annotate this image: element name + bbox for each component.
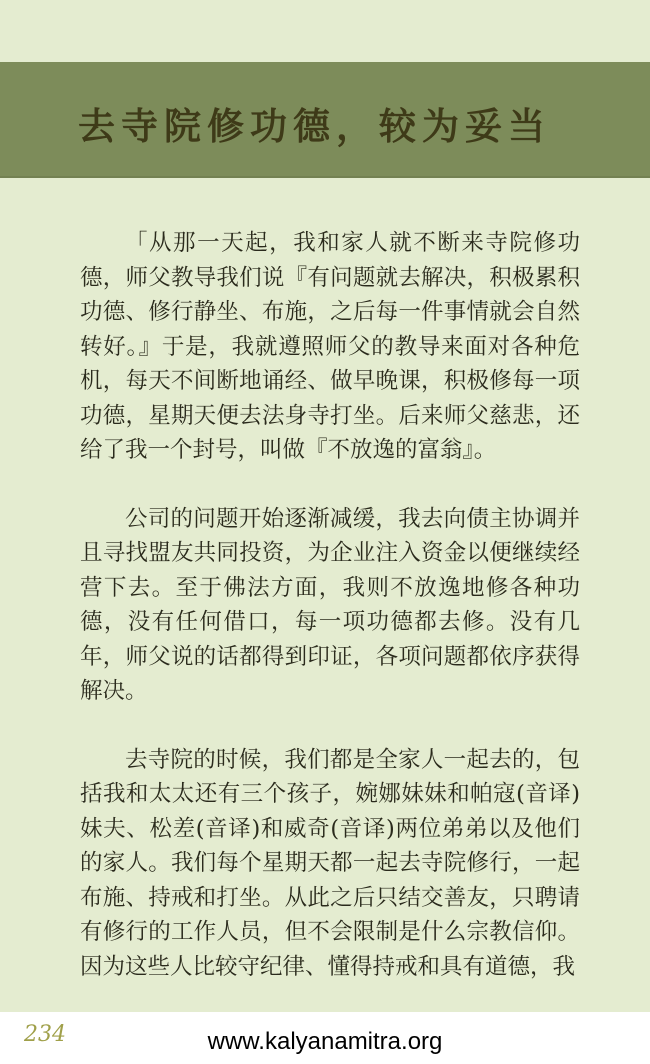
- website-url: www.kalyanamitra.org: [207, 1028, 443, 1055]
- page-number: 234: [24, 1022, 66, 1047]
- paragraph-3: 去寺院的时候，我们都是全家人一起去的，包括我和太太还有三个孩子，婉娜妹妹和帕寇(音译)妹夫、松差(音译)和威奇(音译)两位弟弟以及他们的家人。我们每个星期天都一起去寺院修行，一起布施、持戒和打坐。从此之后只结交善友，只聘请有修行的工作人员，但不会限制是什么宗教信仰。因为这些人比较守纪律、懂得持戒和具有道德，我: [80, 746, 580, 980]
- paragraph-2: 公司的问题开始逐渐减缓，我去向债主协调并且寻找盟友共同投资，为企业注入资金以便继续经营下去。至于佛法方面，我则不放逸地修各种功德，没有任何借口，每一项功德都去修。没有几年，师父说的话都得到印证，各项问题都依序获得解决。: [80, 505, 580, 704]
- page-title: 去寺院修功德，较为妥当: [78, 104, 551, 148]
- body-text: [80, 226, 580, 1018]
- paragraph-1: 「从那一天起，我和家人就不断来寺院修功德，师父教导我们说『有问题就去解决，积极累积功德、修行静坐、布施，之后每一件事情就会自然转好。』于是，我就遵照师父的教导来面对各种危机，每天不间断地诵经、做早晚课，积极修每一项功德，星期天便去法身寺打坐。后来师父慈悲，还给了我一个封号，叫做『不放逸的富翁』。: [80, 230, 580, 463]
